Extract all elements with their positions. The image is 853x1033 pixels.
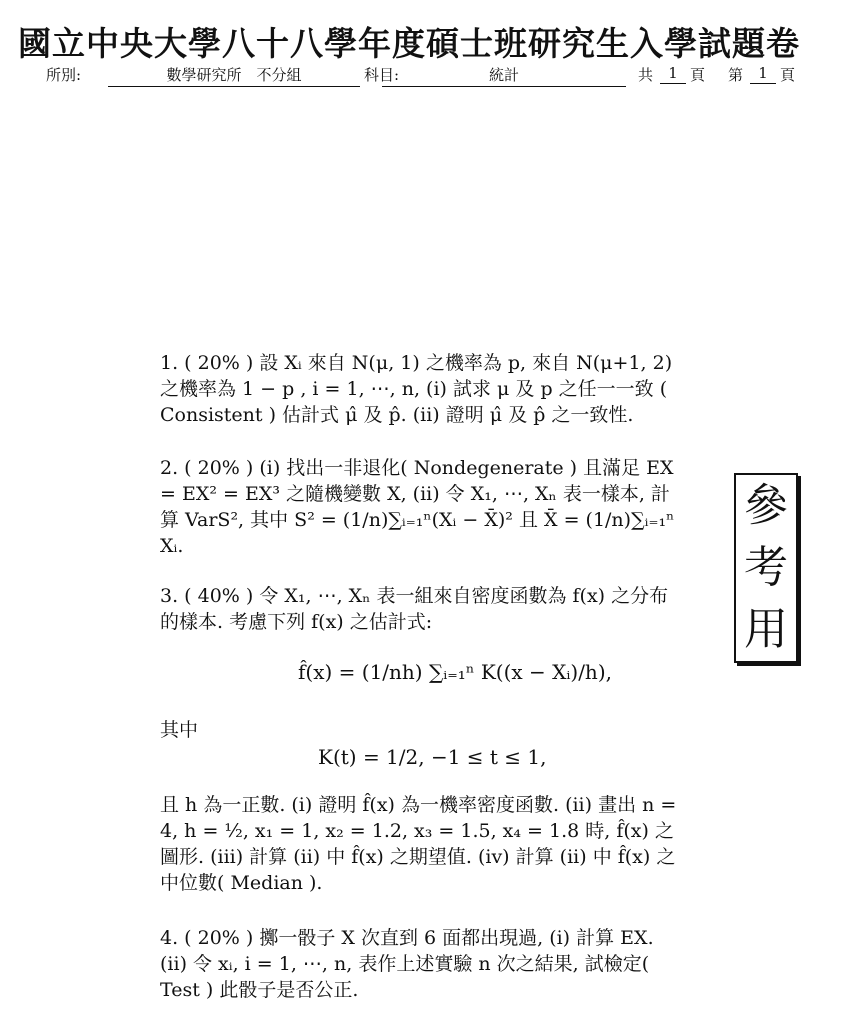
page-prefix: 第 [728, 66, 744, 84]
stamp-char-2: 考 [744, 542, 788, 593]
dept-label: 所別: [46, 66, 82, 84]
reference-stamp [734, 473, 798, 663]
total-pages-prefix: 共 [638, 66, 654, 84]
total-pages: 1 [660, 64, 686, 84]
subject-label: 科目: [364, 66, 400, 84]
page-number: 1 [750, 64, 776, 84]
problem-4: 4. ( 20% ) 擲一骰子 X 次直到 6 面都出現過, (i) 計算 EX. (ii) 令 xᵢ, i = 1, ⋯, n, 表作上述實驗 n 次之結果, 試檢定( Test ) 此骰子是否公正. [160, 927, 654, 1001]
page-unit2: 頁 [780, 66, 796, 84]
formula-kernel-estimator: f̂(x) = (1/nh) ∑ᵢ₌₁ⁿ K((x − Xᵢ)/h), [298, 660, 612, 684]
problem-2: 2. ( 20% ) (i) 找出一非退化( Nondegenerate ) 且滿足 EX = EX² = EX³ 之隨機變數 X, (ii) 令 X₁, ⋯, Xₙ 表一樣本, 計算 VarS², 其中 S² = (1/n)∑ᵢ₌₁ⁿ(Xᵢ − X̄)² 且 X̄ = (1/n)∑ᵢ₌₁ⁿ Xᵢ. [160, 457, 675, 557]
problem-3-continued: 且 h 為一正數. (i) 證明 f̂(x) 為一機率密度函數. (ii) 畫出 n = 4, h = ½, x₁ = 1, x₂ = 1.2, x₃ = 1.5, x₄ = 1.8 時, f̂(x) 之圖形. (iii) 計算 (ii) 中 f̂(x) 之期望值. (iv) 計算 (ii) 中 f̂(x) 之中位數( Median ). [160, 794, 677, 894]
exam-meta-row [46, 64, 836, 90]
dept-value: 數學研究所 不分組 [108, 64, 360, 87]
page-unit: 頁 [690, 66, 706, 84]
problem-3: 3. ( 40% ) 令 X₁, ⋯, Xₙ 表一組來自密度函數為 f(x) 之分布的樣本. 考慮下列 f(x) 之估計式: [160, 585, 669, 633]
qizhong-label: 其中 [160, 719, 199, 741]
problem-1: 1. ( 20% ) 設 Xᵢ 來自 N(μ, 1) 之機率為 p, 來自 N(μ+1, 2) 之機率為 1 − p , i = 1, ⋯, n, (i) 試求 μ 及 p 之任一一致 ( Consistent ) 估計式 μ̂ 及 p̂. (ii) 證明 μ̂ 及 p̂ 之一致性. [160, 352, 673, 426]
stamp-char-1: 參 [744, 480, 788, 531]
subject-value: 統計 [382, 64, 626, 87]
formula-kernel: K(t) = 1/2, −1 ≤ t ≤ 1, [318, 745, 547, 769]
exam-title: 國立中央大學八十八學年度碩士班研究生入學試題卷 [18, 24, 800, 63]
stamp-char-3: 用 [744, 604, 788, 655]
